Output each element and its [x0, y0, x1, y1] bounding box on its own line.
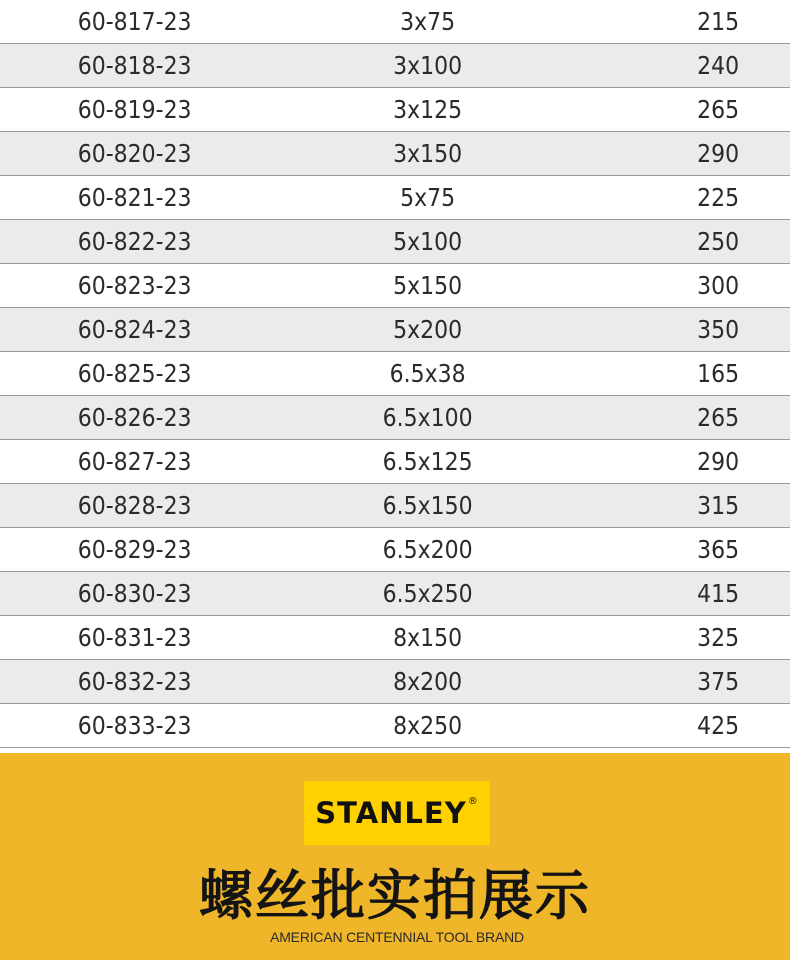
size-cell: 6.5x100 [382, 403, 473, 432]
brand-banner [0, 753, 790, 960]
length-cell: 290 [697, 447, 740, 476]
logo-text: STANLEY® [315, 796, 479, 830]
table-row [0, 132, 790, 176]
table-row [0, 396, 790, 440]
model-cell: 60-820-23 [77, 139, 192, 168]
table-row [0, 440, 790, 484]
size-cell: 8x200 [393, 667, 463, 696]
size-cell: 8x150 [393, 623, 463, 652]
length-cell: 265 [697, 95, 740, 124]
banner-subtitle: AMERICAN CENTENNIAL TOOL BRAND [270, 929, 524, 945]
length-cell: 425 [697, 711, 740, 740]
table-row [0, 484, 790, 528]
model-cell: 60-829-23 [77, 535, 192, 564]
model-cell: 60-827-23 [77, 447, 192, 476]
model-cell: 60-825-23 [77, 359, 192, 388]
table-row [0, 264, 790, 308]
length-cell: 165 [697, 359, 740, 388]
registered-mark: ® [467, 796, 479, 807]
model-cell: 60-817-23 [77, 7, 192, 36]
size-cell: 8x250 [393, 711, 463, 740]
table-row [0, 528, 790, 572]
size-cell: 6.5x38 [389, 359, 466, 388]
size-cell: 6.5x125 [382, 447, 473, 476]
table-row [0, 44, 790, 88]
length-cell: 325 [697, 623, 740, 652]
table-row [0, 660, 790, 704]
model-cell: 60-824-23 [77, 315, 192, 344]
banner-title: 螺丝批实拍展示 [199, 864, 591, 927]
model-cell: 60-826-23 [77, 403, 192, 432]
size-cell: 3x150 [393, 139, 463, 168]
stanley-logo [304, 781, 490, 845]
size-cell: 6.5x200 [382, 535, 473, 564]
table-row [0, 704, 790, 748]
model-cell: 60-830-23 [77, 579, 192, 608]
model-cell: 60-828-23 [77, 491, 192, 520]
model-cell: 60-823-23 [77, 271, 192, 300]
length-cell: 315 [697, 491, 740, 520]
size-cell: 6.5x150 [382, 491, 473, 520]
size-cell: 3x75 [400, 7, 456, 36]
length-cell: 225 [697, 183, 740, 212]
table-row [0, 616, 790, 660]
length-cell: 365 [697, 535, 740, 564]
length-cell: 375 [697, 667, 740, 696]
length-cell: 415 [697, 579, 740, 608]
table-row [0, 88, 790, 132]
size-cell: 5x200 [393, 315, 463, 344]
length-cell: 290 [697, 139, 740, 168]
table-row [0, 220, 790, 264]
length-cell: 300 [697, 271, 740, 300]
table-row [0, 352, 790, 396]
table-row [0, 0, 790, 44]
size-cell: 3x125 [393, 95, 463, 124]
size-cell: 3x100 [393, 51, 463, 80]
size-cell: 5x150 [393, 271, 463, 300]
size-cell: 6.5x250 [382, 579, 473, 608]
model-cell: 60-832-23 [77, 667, 192, 696]
length-cell: 265 [697, 403, 740, 432]
model-cell: 60-833-23 [77, 711, 192, 740]
length-cell: 350 [697, 315, 740, 344]
model-cell: 60-831-23 [77, 623, 192, 652]
table-row [0, 572, 790, 616]
size-cell: 5x75 [400, 183, 456, 212]
length-cell: 215 [697, 7, 740, 36]
table-row [0, 176, 790, 220]
model-cell: 60-822-23 [77, 227, 192, 256]
size-cell: 5x100 [393, 227, 463, 256]
length-cell: 240 [697, 51, 740, 80]
table-row [0, 308, 790, 352]
length-cell: 250 [697, 227, 740, 256]
model-cell: 60-818-23 [77, 51, 192, 80]
model-cell: 60-819-23 [77, 95, 192, 124]
model-cell: 60-821-23 [77, 183, 192, 212]
